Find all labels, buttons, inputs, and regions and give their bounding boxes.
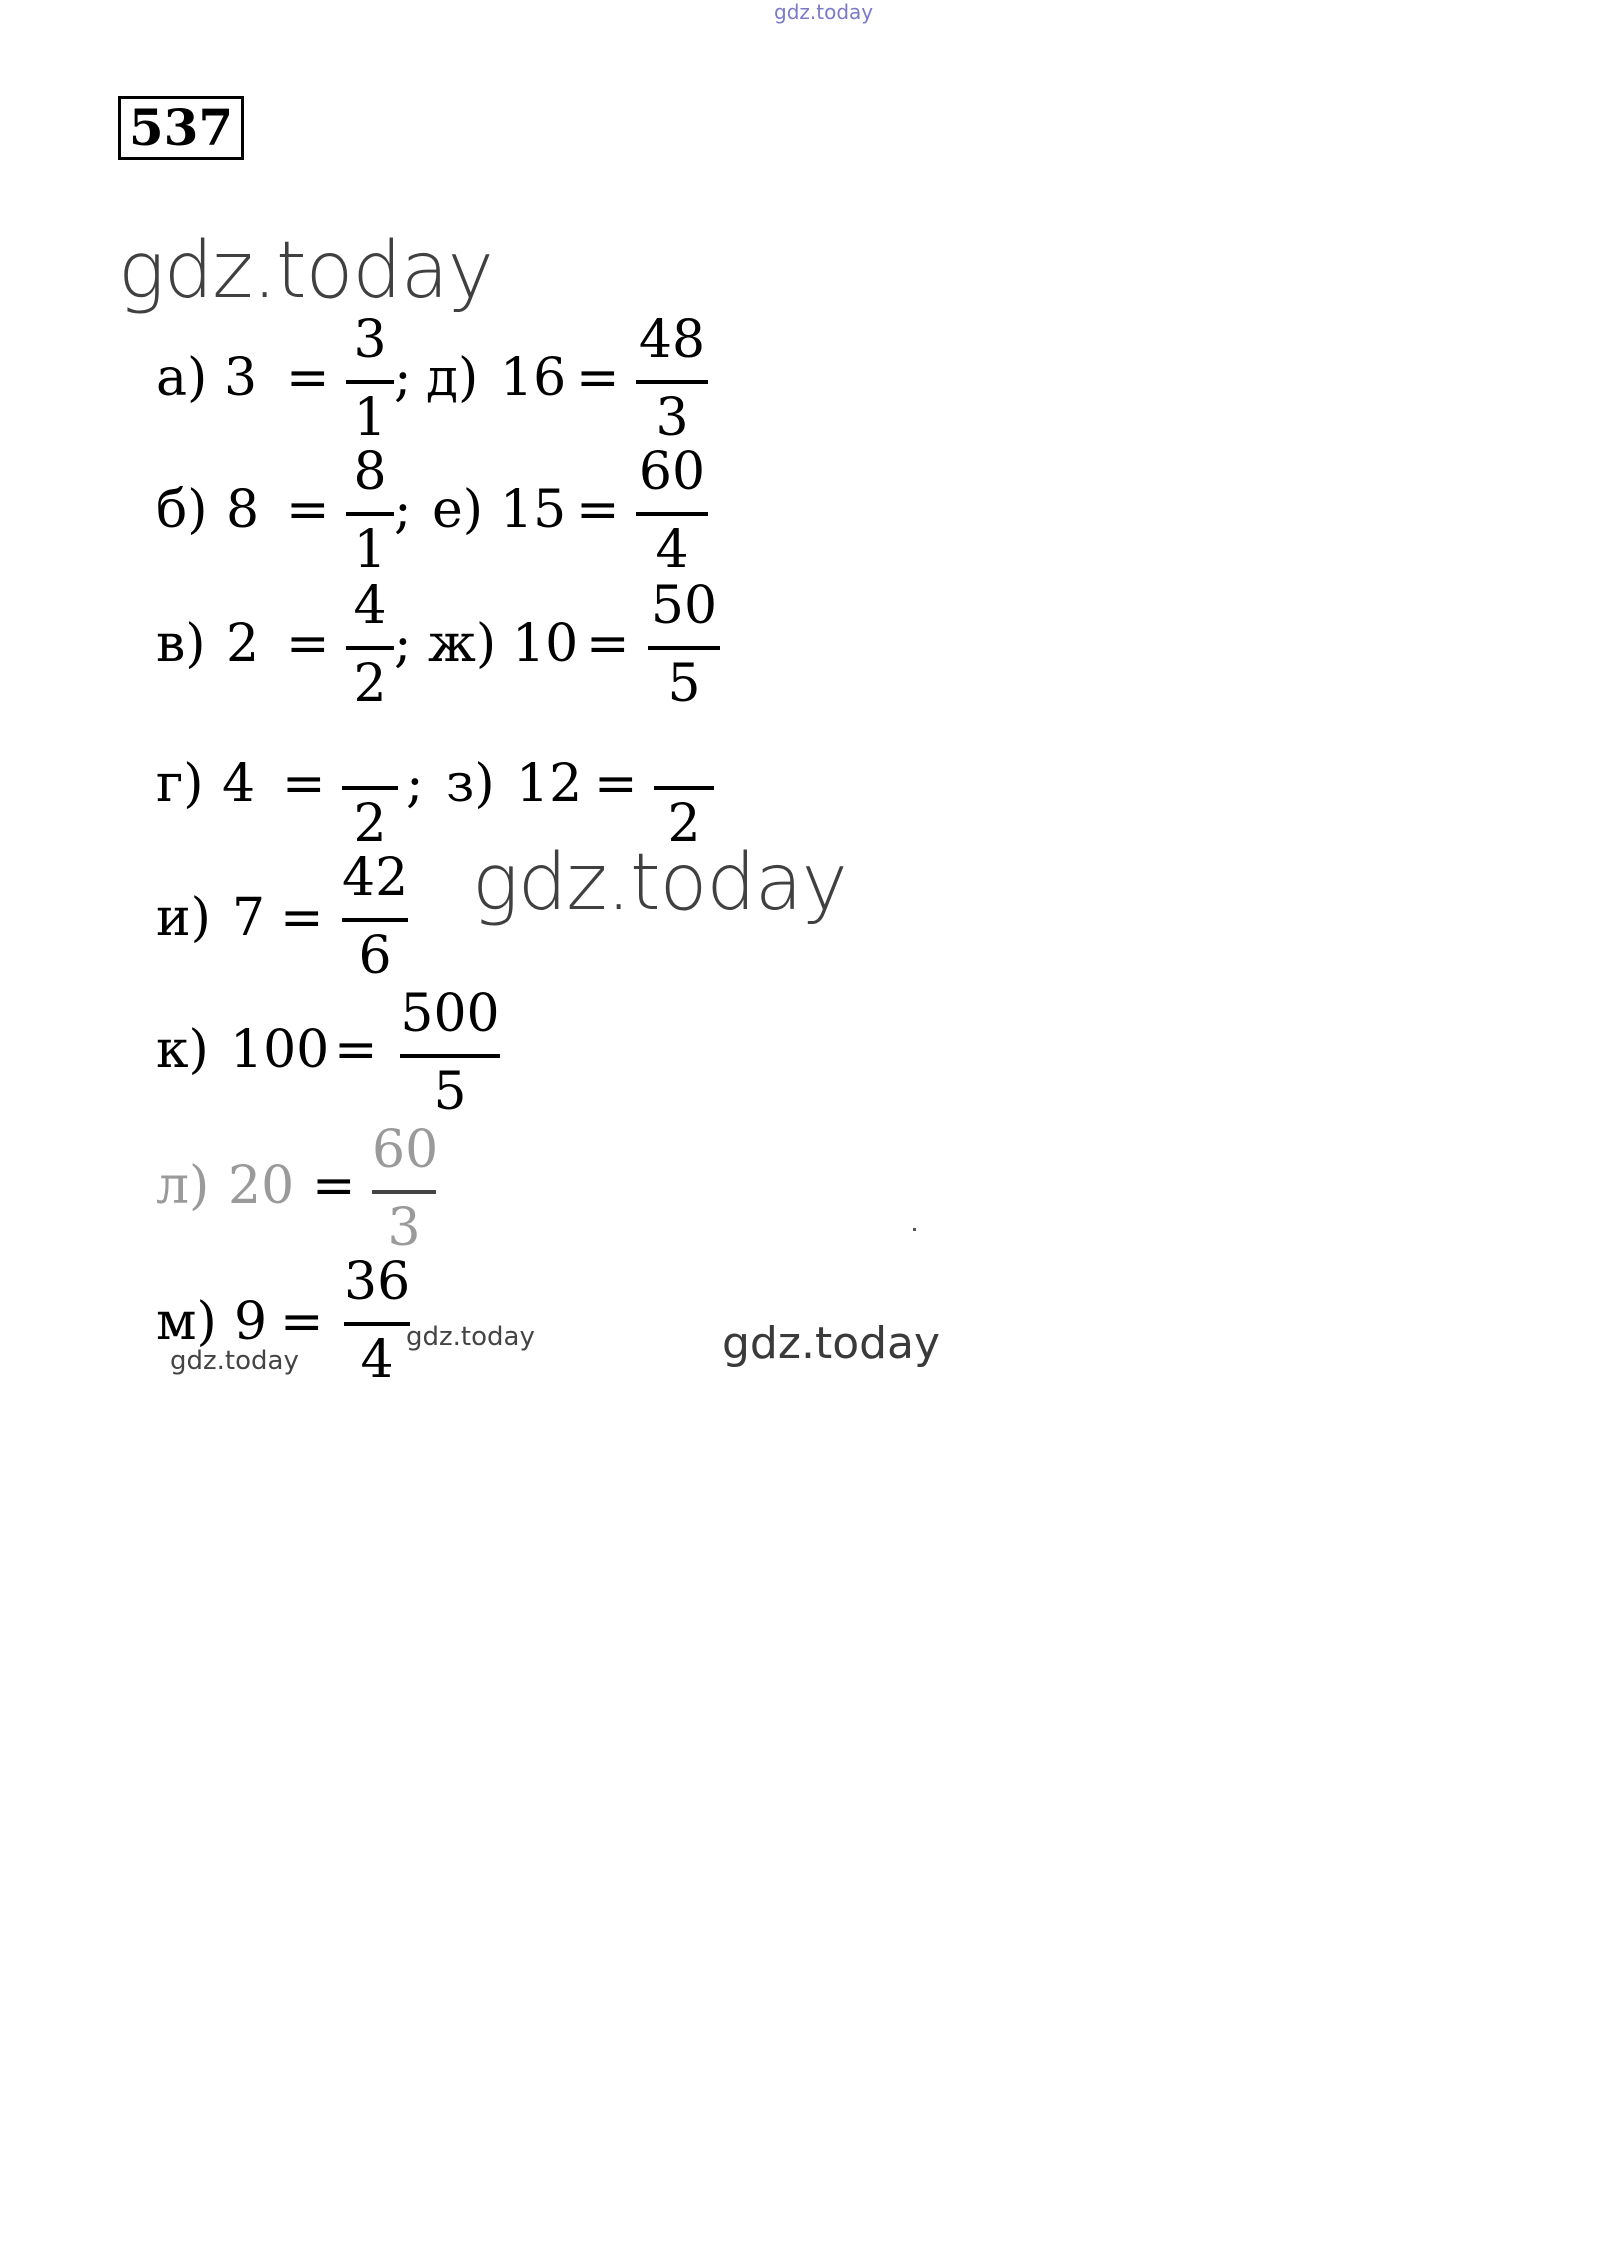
- equals-sign: =: [586, 614, 630, 674]
- fraction-bar: [346, 380, 394, 384]
- item-label: ж): [428, 614, 497, 674]
- item-label: г): [156, 754, 204, 814]
- whole-number: 20: [228, 1156, 295, 1216]
- separator: ;: [394, 348, 412, 408]
- whole-number: 15: [500, 480, 567, 540]
- item-label: б): [156, 480, 208, 540]
- fraction: [636, 442, 708, 582]
- item-label: а): [156, 348, 208, 408]
- denominator: 5: [667, 654, 701, 714]
- whole-number: 2: [226, 614, 260, 674]
- fraction: [346, 442, 394, 582]
- item-label: л): [156, 1156, 210, 1216]
- numerator: 60: [638, 442, 706, 502]
- denominator: 6: [358, 926, 392, 986]
- equals-sign: =: [334, 1020, 378, 1080]
- item-label: и): [156, 888, 211, 948]
- separator: ;: [394, 480, 412, 540]
- equals-sign: =: [286, 480, 330, 540]
- equals-sign: =: [312, 1156, 356, 1216]
- fraction: [648, 576, 720, 716]
- problem-number: 537: [118, 96, 244, 160]
- fraction-bar: [636, 512, 708, 516]
- numerator: 50: [650, 576, 718, 636]
- separator: ;: [406, 754, 424, 814]
- fraction: [346, 310, 394, 450]
- fraction: [636, 310, 708, 450]
- equals-sign: =: [286, 348, 330, 408]
- fraction: [342, 848, 408, 988]
- equals-sign: =: [280, 1292, 324, 1352]
- whole-number: 7: [232, 888, 266, 948]
- watermark-large-center: gdz.today: [472, 838, 847, 928]
- watermark-small-left: gdz.today: [170, 1346, 299, 1376]
- equals-sign: =: [286, 614, 330, 674]
- fraction-bar: [400, 1054, 500, 1058]
- fraction-bar: [342, 786, 398, 790]
- item-label: з): [446, 754, 495, 814]
- equals-sign: =: [594, 754, 638, 814]
- whole-number: 12: [516, 754, 583, 814]
- equals-sign: =: [576, 348, 620, 408]
- denominator: 4: [360, 1330, 394, 1390]
- watermark-large: gdz.today: [118, 226, 493, 316]
- denominator: 4: [655, 520, 689, 580]
- numerator: 500: [400, 984, 500, 1044]
- denominator: 1: [353, 388, 387, 448]
- numerator: 48: [638, 310, 706, 370]
- whole-number: 10: [512, 614, 579, 674]
- denominator: 3: [655, 388, 689, 448]
- denominator: 2: [353, 794, 387, 854]
- fraction-bar: [648, 646, 720, 650]
- whole-number: 100: [230, 1020, 330, 1080]
- speck: [913, 1228, 916, 1231]
- numerator: 8: [353, 442, 387, 502]
- item-label: к): [156, 1020, 209, 1080]
- fraction: [346, 576, 394, 716]
- fraction: [344, 1252, 410, 1392]
- denominator: 2: [667, 794, 701, 854]
- numerator: 36: [344, 1252, 411, 1312]
- equals-sign: =: [282, 754, 326, 814]
- whole-number: 4: [222, 754, 256, 814]
- whole-number: 8: [226, 480, 260, 540]
- numerator: 60: [372, 1120, 439, 1180]
- fraction-bar: [346, 512, 394, 516]
- equals-sign: =: [280, 888, 324, 948]
- numerator: 4: [353, 576, 387, 636]
- fraction: [342, 716, 398, 856]
- separator: ;: [394, 614, 412, 674]
- denominator: 2: [353, 654, 387, 714]
- fraction-bar: [342, 918, 408, 922]
- item-label: в): [156, 614, 206, 674]
- fraction-bar: [344, 1322, 410, 1326]
- watermark-top: gdz.today: [774, 0, 874, 24]
- item-label: е): [432, 480, 484, 540]
- fraction: [654, 716, 714, 856]
- fraction-bar: [654, 786, 714, 790]
- whole-number: 9: [234, 1292, 268, 1352]
- equals-sign: =: [576, 480, 620, 540]
- whole-number: 16: [500, 348, 567, 408]
- fraction-bar: [636, 380, 708, 384]
- numerator: 42: [342, 848, 409, 908]
- watermark-small: gdz.today: [406, 1322, 535, 1352]
- watermark-medium: gdz.today: [722, 1318, 941, 1369]
- fraction: [400, 984, 500, 1124]
- denominator: 5: [433, 1062, 467, 1122]
- denominator: 3: [387, 1198, 421, 1258]
- whole-number: 3: [224, 348, 258, 408]
- fraction-bar: [346, 646, 394, 650]
- item-label: д): [426, 348, 479, 408]
- item-label: м): [156, 1292, 217, 1352]
- denominator: 1: [353, 520, 387, 580]
- fraction-bar: [372, 1190, 436, 1194]
- fraction: [372, 1120, 439, 1260]
- numerator: 3: [353, 310, 387, 370]
